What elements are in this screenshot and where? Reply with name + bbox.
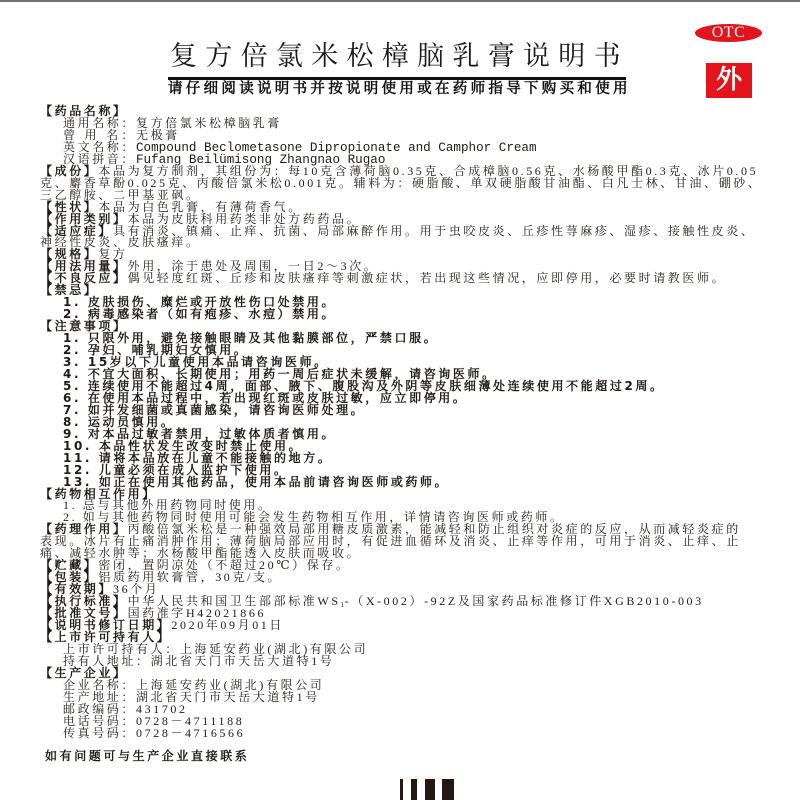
field-label: 通用名称：: [63, 115, 137, 130]
section-text: -（X-002）-92Z及国家药品标准修订件XGB2010-003: [344, 594, 704, 609]
section-heading: 【药理作用】: [40, 522, 128, 537]
section-heading: 【适应症】: [40, 223, 114, 238]
section-heading: 【规格】: [40, 247, 99, 262]
section-text: 本品为白色乳膏，有薄荷香气。: [98, 199, 303, 214]
field-label: 企业名称：: [63, 677, 137, 692]
section-heading: 【上市许可持有人】: [40, 629, 172, 644]
precaution-item: 12. 儿童必须在成人监护下使用。: [63, 462, 289, 477]
field-label: 曾 用 名：: [63, 127, 136, 142]
interaction-item: 2. 如与其他药物同时使用可能会发生药物相互作用，详情请咨询医师或药师。: [63, 510, 565, 525]
field-label: 生产地址：: [63, 689, 137, 704]
field-label: 邮政编码：: [63, 701, 137, 716]
field-value: Compound Beclometasone Dipropionate and Camphor Cream: [136, 140, 537, 155]
field-value: 431702: [136, 701, 188, 716]
field-value: 上海延安药业(湖北)有限公司: [179, 641, 369, 656]
precaution-item: 6. 在使用本品过程中，若出现红斑或皮肤过敏，应立即停用。: [63, 390, 468, 405]
section-heading: 【包装】: [40, 570, 99, 585]
section-text: 复方: [98, 247, 128, 262]
adverse-reactions-section: [40, 273, 762, 285]
section-heading: 【注意事项】: [40, 319, 128, 334]
section-text: 36个月: [113, 582, 160, 597]
field-value: 上海延安药业(湖北)有限公司: [136, 677, 325, 692]
section-heading: 【性状】: [40, 199, 99, 214]
contact-note: 如有问题可与生产企业直接联系: [45, 749, 250, 764]
precaution-item: 11. 请将本品放在儿童不能接触的地方。: [63, 450, 333, 465]
fax-row: [40, 725, 762, 740]
field-label: 电话号码：: [63, 713, 137, 728]
contraindication-item: 2. 病毒感染者（如有疱疹、水痘）禁用。: [63, 307, 337, 322]
precaution-item: 5. 连续使用不能超过4周，面部、腋下、腹股沟及外阴等皮肤细薄处连续使用不能超过2周。: [63, 378, 665, 393]
section-heading: 【有效期】: [40, 582, 114, 597]
indications-line: [40, 237, 762, 249]
top-border: [0, 0, 800, 2]
precaution-item: 9. 对本品过敏者禁用，过敏体质者慎用。: [63, 426, 337, 441]
otc-badge: [695, 24, 762, 42]
section-text: 三乙醇胺、二甲基亚砜。: [40, 187, 201, 202]
field-label: 英文名称：: [63, 139, 137, 154]
precaution-item: 1. 只限外用，避免接触眼睛及其他黏膜部位，严禁口服。: [63, 331, 439, 346]
section-heading: 【成份】: [40, 163, 99, 178]
section-heading: 【执行标准】: [40, 594, 128, 609]
standard-subscript: 1: [340, 601, 345, 610]
section-heading: 【药品名称】: [40, 104, 128, 118]
section-heading: 【贮藏】: [40, 558, 99, 573]
contraindication-item: 1. 皮肤损伤、糜烂或开放性伤口处禁用。: [63, 295, 337, 310]
section-text: 密闭，置阴凉处（不超过20℃）保存。: [98, 558, 351, 573]
barcode-bar: [411, 779, 417, 800]
section-heading: 【禁忌】: [40, 283, 99, 298]
section-text: 中华人民共和国卫生部部标准WS: [127, 594, 341, 609]
section-text: 2020年09月01日: [171, 617, 285, 632]
external-use-badge-label: 外: [715, 65, 742, 95]
section-text: 神经性皮炎、皮肤瘙痒。: [40, 235, 201, 250]
field-value: 0728－4716566: [136, 725, 246, 740]
field-value: 湖北省天门市天岳大道特1号: [150, 653, 335, 668]
precaution-item: 10. 本品性状发生改变时禁止使用。: [63, 438, 304, 453]
field-label: 汉语拼音：: [63, 151, 137, 166]
section-heading: 【说明书修订日期】: [40, 617, 172, 632]
section-heading: 【作用类别】: [40, 211, 128, 226]
section-heading: 【批准文号】: [40, 606, 128, 621]
barcode-bar: [400, 779, 403, 800]
precaution-item: 7. 如并发细菌或真菌感染，请咨询医师处理。: [63, 402, 366, 417]
field-value: 复方倍氯米松樟脑乳膏: [136, 115, 283, 130]
title-rule: [168, 77, 626, 80]
section-heading: 【不良反应】: [40, 271, 128, 286]
external-use-badge: [706, 63, 752, 98]
section-text: 痛、减轻水肿等；水杨酸甲酯能透入皮肤而吸收。: [40, 546, 362, 561]
precaution-item: 2. 孕妇、哺乳期妇女慎用。: [63, 343, 249, 358]
section-text: 国药准字H42021866: [127, 606, 267, 621]
barcode-bar: [442, 779, 454, 800]
precaution-item: 3. 15岁以下儿童使用本品请咨询医师。: [63, 355, 329, 370]
section-text: 本品为皮肤科用药类非处方药药品。: [127, 211, 362, 226]
section-text: 丙酸倍氯米松是一种强效局部用糖皮质激素，能减轻和防止组织对炎症的反应，从而减轻炎症的: [127, 522, 741, 537]
section-heading: 【药物相互作用】: [40, 486, 157, 501]
field-value: 无极膏: [136, 127, 180, 142]
document-title: 复方倍氯米松樟脑乳膏说明书: [170, 41, 629, 72]
section-text: 表现。冰片有止痛消肿作用；薄荷脑局部应用时，有促进血循环及消炎、止痒等作用，可用于消炎、止痒、止: [40, 534, 741, 549]
interaction-item: 1. 忌与其他外用药物同时使用。: [63, 498, 273, 513]
precaution-item: 13. 如正在使用其他药品，使用本品前请咨询医师或药师。: [63, 474, 450, 489]
field-value: 0728－4711188: [136, 713, 245, 728]
precaution-item: 4. 不宜大面积、长期使用；用药一周后症状未缓解，请咨询医师。: [63, 366, 497, 381]
holder-address-row: [40, 653, 762, 668]
field-value: Fufang Beilümisong Zhangnao Rugao: [136, 152, 386, 167]
field-label: 传真号码：: [63, 725, 137, 740]
section-text: 本品为复方制剂，其组份为：每10克含薄荷脑0.35克、合成樟脑0.56克、水杨酸甲酯0.3克、冰片0.05: [98, 163, 759, 178]
field-label: 持有人地址：: [63, 653, 151, 668]
section-heading: 【生产企业】: [40, 665, 128, 680]
usage-advisory: 请仔细阅读说明书并按说明使用或在药师指导下购买和使用: [168, 81, 631, 97]
barcode-bar: [425, 779, 435, 800]
leaflet-body: [40, 106, 762, 763]
otc-badge-label: OTC: [711, 24, 746, 41]
section-text: 铝质药用软膏管，30克/支。: [98, 570, 283, 585]
field-label: 上市许可持有人：: [63, 641, 180, 656]
section-text: 克、麝香草酚0.025克、丙酸倍氯米松0.001克。辅料为：硬脂酸、单双硬脂酸甘油酯、白凡士林、甘油、硼砂、: [40, 175, 763, 190]
field-value: 湖北省天门市天岳大道特1号: [136, 689, 320, 704]
section-text: 具有消炎、镇痛、止痒、抗菌、局部麻醉作用。用于虫咬皮炎、丘疹性荨麻疹、湿疹、接触性皮炎、: [113, 223, 756, 238]
section-text: 外用，涂于患处及周围，一日2～3次。: [127, 259, 379, 274]
precaution-item: 8. 运动员慎用。: [63, 414, 176, 429]
section-text: 偶见轻度红斑、丘疹和皮肤瘙痒等刺激症状，若出现这些情况，应即停用，必要时请教医师。: [127, 271, 727, 286]
section-heading: 【用法用量】: [40, 259, 128, 274]
